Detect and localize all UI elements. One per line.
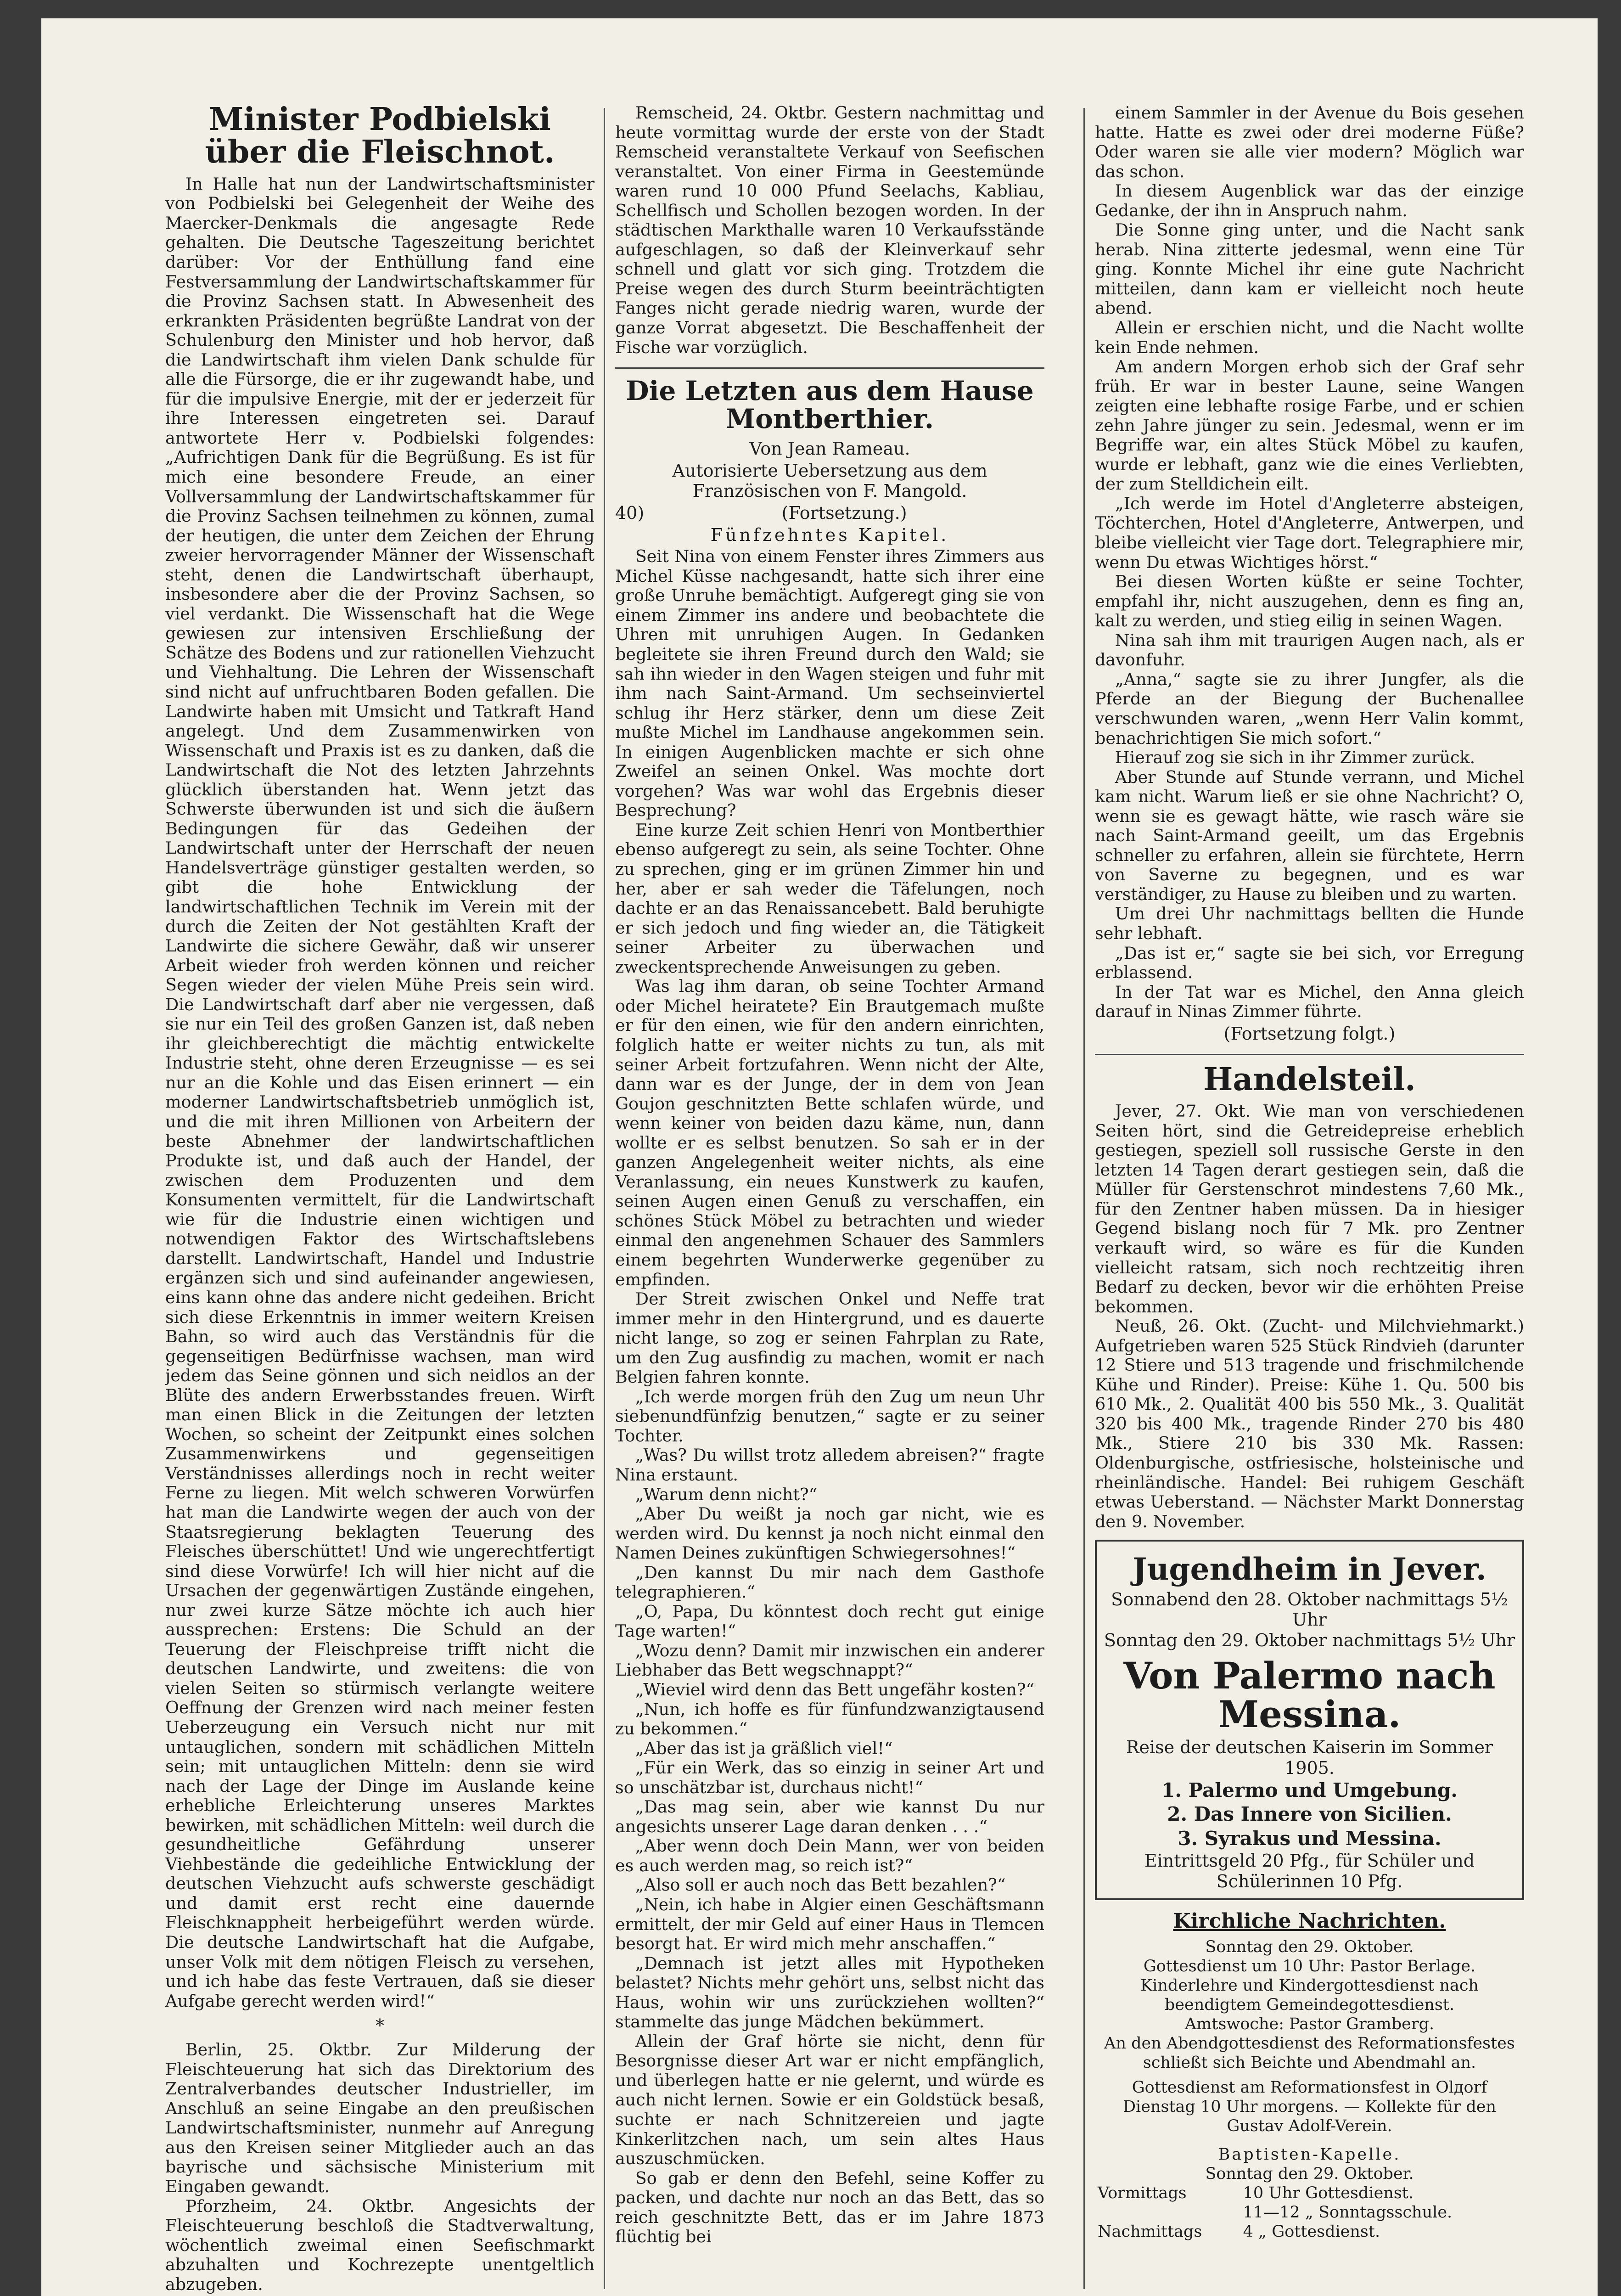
serial-paragraph: „Anna,“ sagte sie zu ihrer Jungfer, als die Pferde an der Biegung der Buchenallee verschwunden waren, „wenn Herr Valin kommt, benachrichtigen Sie mich sofort.“ [1095, 669, 1524, 748]
news-item-pforzheim: Pforzheim, 24. Oktbr. Angesichts der Fleischteuerung beschloß die Stadtverwaltung, wöchentlich zweimal einen Seefischmarkt abzuhalten und Kochrezepte unentgeltlich abzugeben. [165, 2196, 595, 2294]
serial-paragraph: „Warum denn nicht?“ [635, 1484, 818, 1504]
ad-item: 1. Palermo und Umgebung. [1161, 1778, 1458, 1801]
serial-title: Die Letzten aus dem Hause Montberthier. [626, 375, 1034, 434]
serial-paragraph: „Das mag sein, aber wie kannst Du nur angesichts unserer Lage daran denken . . .“ [615, 1797, 1044, 1836]
column-divider [604, 108, 605, 2289]
serial-paragraph: Aber Stunde auf Stunde verrann, und Michel kam nicht. Warum ließ er sie ohne Nachricht? O, wenn sie es gewagt hätte, wie rasch wäre sie nach Saint-Armand geeilt, um das Ergebnis schneller zu erfahren, allein sie fürchtete, Herrn von Saverne zu begegnen, und es war verständiger, zu Hause zu bleiben und zu warten. [1095, 767, 1524, 904]
continued-note: (Fortsetzung folgt.) [1223, 1023, 1396, 1044]
serial-paragraph: einem Sammler in der Avenue du Bois gesehen hatte. Hatte es zwei oder drei moderne Füße? Oder waren sie alle vier modern? Möglich war das schon. [1095, 103, 1524, 181]
serial-paragraph: „Aber das ist ja gräßlich viel!“ [635, 1738, 893, 1758]
serial-paragraph: Um drei Uhr nachmittags bellten die Hunde sehr lebhaft. [1095, 904, 1524, 943]
serial-translation-note: Autorisierte Uebersetzung aus dem Französischen von F. Mangold. [672, 460, 987, 501]
ad-date: Sonnabend den 28. Oktober nachmittags 5½ Uhr [1111, 1589, 1508, 1630]
schedule-event: 11—12 „ Sonntagsschule. [1243, 2203, 1453, 2222]
serial-paragraph: „Demnach ist jetzt alles mit Hypotheken belastet? Nichts mehr gehört uns, selbst nicht das Haus, wohin wir uns zurückziehen wollten?“ stammelte das junge Mädchen bekümmert. [615, 1953, 1044, 2032]
divider [1095, 1054, 1524, 1055]
article-headline: Minister Podbielski über die Fleischnot. [205, 103, 555, 171]
schedule-time: Nachmittags [1098, 2222, 1202, 2241]
ad-item: 3. Syrakus und Messina. [1178, 1827, 1442, 1850]
service-schedule [1095, 2183, 1524, 2241]
serial-paragraph: Nina sah ihm mit traurigen Augen nach, als er davonfuhr. [1095, 630, 1524, 670]
ad-subtitle: Reise der deutschen Kaiserin im Sommer 1905. [1126, 1737, 1493, 1778]
newspaper-page [41, 18, 1598, 2296]
divider [615, 367, 1044, 369]
serial-paragraph: „Aber Du weißt ja noch gar nicht, wie es werden wird. Du kennst ja noch nicht einmal den Namen Deines zukünftigen Schwiegersohnes!“ [615, 1504, 1044, 1563]
serial-paragraph: „Ich werde im Hotel d'Angleterre absteigen, Töchterchen, Hotel d'Angleterre, Antwerpen, und bleibe vielleicht vier Tage dort. Telegraphiere mir, wenn Du etwas Wichtiges hörst.“ [1095, 493, 1524, 572]
trade-item-jever: Jever, 27. Okt. Wie man von verschiedenen Seiten hört, sind die Getreidepreise erheblich gestiegen, speziell soll russische Gerste in den letzten 14 Tagen derart gestiegen sein, daß die Müller für Gerstenschrot mindestens 7,60 Mk., für den Zentner haben müssen. Da in hiesiger Gegend bislang noch für 7 Mk. pro Zentner verkauft wird, so wäre es für die Kunden vielleicht ratsam, sich noch rechtzeitig ihren Bedarf zu decken, bevor wir die erhöhten Preise bekommen. [1095, 1101, 1524, 1317]
column-left [165, 103, 595, 2294]
serial-paragraph: „Aber wenn doch Dein Mann, wer von beiden es auch werden mag, so reich ist?“ [615, 1836, 1044, 1875]
church-headline: Kirchliche Nachrichten. [1173, 1909, 1446, 1933]
serial-paragraph: So gab er denn den Befehl, seine Koffer zu packen, und dachte nur noch an das Bett, das so reich geschnitzte Bett, das er im Jahre 1873 flüchtig bei [615, 2168, 1044, 2247]
church-line: Gottesdienst am Reformationsfest in Olдorf Dienstag 10 Uhr morgens. — Kollekte für den Gustav Adolf-Verein. [1123, 2078, 1496, 2135]
serial-paragraph: Bei diesen Worten küßte er seine Tochter, empfahl ihr, nicht auszugehen, denn es fing an, kalt zu werden, und stieg eilig in seinen Wagen. [1095, 572, 1524, 631]
serial-paragraph: Was lag ihm daran, ob seine Tochter Armand oder Michel heiratete? Ein Brautgemach mußte er für den einen, wie für den andern einrichten, folglich hatte er weiter nichts zu tun, als mit seiner Arbeit fortzufahren. Wenn nicht der Alte, dann war es der Junge, der in dem von Jean Goujon geschnitzten Bette schlafen würde, und wenn keiner von beiden dazu käme, nun, dann wollte er es selbst benutzen. So sah er in der ganzen Angelegenheit weiter nichts, als eine Veranlassung, ein neues Kunstwerk zu kaufen, seinen Augen einen Genuß zu verschaffen, ein schönes Stück Möbel zu betrachten und wieder einmal den angenehmen Schauer des Sammlers einem begehrten Wunderwerke gegenüber zu empfinden. [615, 976, 1044, 1289]
serial-paragraph: Allein der Graf hörte sie nicht, denn für Besorgnisse dieser Art war er nicht empfänglich, und überlegen hatte er nie gelernt, und würde es auch nicht lernen. Sowie er ein Goldstück besaß, suchte er nach Schnitzereien und jagte Kinkerlitzchen nach, um sein altes Haus auszuschmücken. [615, 2031, 1044, 2169]
church-line: Gottesdienst um 10 Uhr: Pastor Berlage. [1143, 1957, 1476, 1975]
baptist-headline: Baptisten-Kapelle. [1218, 2145, 1401, 2164]
ad-title: Jugendheim in Jever. [1133, 1551, 1486, 1587]
section-separator: * [376, 2015, 384, 2036]
serial-paragraph: Seit Nina von einem Fenster ihres Zimmers aus Michel Küsse nachgesandt, hatte sich ihrer eine große Unruhe bemächtigt. Aufgeregt ging sie von einem Zimmer ins andere und beobachtete die Uhren mit unruhigen Augen. In Gedanken begleitete sie ihren Freund durch den Wald; sie sah ihn wieder in den Wagen steigen und fuhr mit ihm nach Saint-Armand. Um sechseinviertel schlug ihr Herz stärker, denn um diese Zeit mußte Michel im Landhause angekommen sein. In einigen Augenblicken machte er sich ohne Zweifel an seinen Onkel. Was mochte dort vorgehen? Was war wohl das Ergebnis dieser Besprechung? [615, 546, 1044, 821]
serial-paragraph: „Was? Du willst trotz alledem abreisen?“ fragte Nina erstaunt. [615, 1445, 1044, 1485]
serial-paragraph: Hierauf zog sie sich in ihr Zimmer zurück. [1115, 748, 1475, 768]
church-notices [1095, 1909, 1524, 2241]
column-right [1095, 103, 1524, 2294]
schedule-row [1095, 2222, 1524, 2241]
schedule-event: 4 „ Gottesdienst. [1243, 2222, 1380, 2241]
article-paragraph: In Halle hat nun der Landwirtschaftsminister von Podbielski bei Gelegenheit der Weihe des Maercker-Denkmals die angesagte Rede gehalten. Die Deutsche Tageszeitung berichtet darüber: Vor der Enthüllung fand eine Festversammlung der Landwirtschaftskammer für die Provinz Sachsen statt. In Abwesenheit des erkrankten Präsidenten begrüßte Landrat von der Schulenburg den Minister und hob hervor, daß die Landwirtschaft ihm vielen Dank schulde für alle die Fürsorge, die er ihr zugewandt habe, und für die impulsive Energie, mit der er jederzeit für ihre Interessen eingetreten sei. Darauf antwortete Herr v. Podbielski folgendes: „Aufrichtigen Dank für die Begrüßung. Es ist für mich eine besondere Freude, an einer Vollversammlung der Landwirtschaftskammer für die Provinz Sachsen teilnehmen zu können, zumal der heutigen, die unter dem Zeichen der Ehrung zweier hervorragender Männer der Wissenschaft steht, denen die Landwirtschaft überhaupt, insbesondere aber die der Provinz Sachsen, so viel verdankt. Die Wissenschaft hat die Wege gewiesen zur intensiven Erschließung der Schätze des Bodens und zur rationellen Viehzucht und Viehhaltung. Die Lehren der Wissenschaft sind nicht auf unfruchtbaren Boden gefallen. Die Landwirte haben mit Umsicht und Tatkraft Hand angelegt. Und dem Zusammenwirken von Wissenschaft und Praxis ist es zu danken, daß die Landwirtschaft die Not des letzten Jahrzehnts glücklich überstanden hat. Wenn jetzt das Schwerste überwunden ist und sich die äußern Bedingungen für das Gedeihen der Landwirtschaft unter der Herrschaft der neuen Handelsverträge günstiger gestalten werden, so gibt die hohe Entwicklung der landwirtschaftlichen Technik im Verein mit der durch die Zeiten der Not gestählten Kraft der Landwirte die sichere Gewähr, daß wir unserer Arbeit wieder froh werden können und reicher Segen wieder der vielen Mühe Preis sein wird. Die Landwirtschaft darf aber nie vergessen, daß sie nur ein Teil des großen Ganzen ist, daß neben ihr gleichberechtigt die mächtig entwickelte Industrie steht, ohne deren Erzeugnisse — es sei nur an die Kohle und das Eisen erinnert — ein moderner Landwirtschaftsbetrieb unmöglich ist, und die mit ihren Millionen von Arbeitern der beste Abnehmer der landwirtschaftlichen Produkte ist, und daß auch der Handel, der zwischen dem Produzenten und dem Konsumenten vermittelt, für die Landwirtschaft wie für die Industrie einen wichtigen und notwendigen Faktor des Wirtschaftslebens darstellt. Landwirtschaft, Handel und Industrie ergänzen sich und sind aufeinander angewiesen, eins kann ohne das andere nicht gedeihen. Bricht sich diese Erkenntnis in immer weitern Kreisen Bahn, so wird auch das Verständnis für die gegenseitigen Bedürfnisse wachsen, man wird jedem das Seine gönnen und sich neidlos an der Blüte des andern Erwerbsstandes freuen. Wirft man einen Blick in die Zeitungen der letzten Wochen, so scheint der Zeitpunkt eines solchen Zusammenwirkens und gegenseitigen Verständnisses allerdings noch in recht weiter Ferne zu liegen. Mit welch schweren Vorwürfen hat man die Landwirte wegen der auch von der Staatsregierung beklagten Teuerung des Fleisches überschüttet! Und wie ungerechtfertigt sind diese Vorwürfe! Ich will hier nicht auf die Ursachen der gegenwärtigen Zustände eingehen, nur zwei kurze Sätze möchte ich auch hier aussprechen: Erstens: Die Schuld an der Teuerung der Fleischpreise trifft nicht die deutschen Landwirte, und zweitens: die von vielen Seiten so stürmisch verlangte weitere Oeffnung der Grenzen wird nach meiner festen Ueberzeugung ein Versuch nicht nur mit untauglichen, sondern mit schädlichen Mitteln sein; mit untauglichen Mitteln: denn sie wird nach der Lage der Dinge im Auslande keine erhebliche Erleichterung unseres Marktes bewirken, mit schädlichen Mitteln: weil durch die gesundheitliche Gefährdung unserer Viehbestände die gedeihliche Entwicklung der deutschen Viehzucht aufs schwerste geschädigt und damit erst recht eine dauernde Fleischknappheit herbeigeführt werden würde. Die deutsche Landwirtschaft hat die Aufgabe, unser Volk mit dem nötigen Fleisch zu versehen, und ich habe das feste Vertrauen, daß sie dieser Aufgabe gerecht werden wird!“ [165, 174, 595, 2011]
serial-paragraph: „Ich werde morgen früh den Zug um neun Uhr siebenundfünfzig benutzen,“ sagte er zu seiner Tochter. [615, 1386, 1044, 1446]
schedule-time [1095, 2203, 1240, 2222]
serial-paragraph: „Nun, ich hoffe es für fünfundzwanzigtausend zu bekommen.“ [615, 1699, 1044, 1739]
serial-paragraph: „Wozu denn? Damit mir inzwischen ein anderer Liebhaber das Bett wegschnappt?“ [615, 1640, 1044, 1680]
serial-paragraph: Die Sonne ging unter, und die Nacht sank herab. Nina zitterte jedesmal, wenn eine Tür ging. Konnte Michel ihr eine gute Nachricht mitteilen, dann kam er vielleicht noch heute abend. [1095, 220, 1524, 318]
serial-paragraph: Eine kurze Zeit schien Henri von Montberthier ebenso aufgeregt zu sein, als seine Tochter. Ohne zu sprechen, ging er im grünen Zimmer hin und her, aber er sah weder die Täfelungen, noch dachte er an das Renaissancebett. Bald beruhigte er sich jedoch und fing wieder an, die Tätigkeit seiner Arbeiter zu überwachen und zweckentsprechende Anweisungen zu geben. [615, 820, 1044, 977]
column-middle [615, 103, 1044, 2294]
trade-item-neuss: Neuß, 26. Okt. (Zucht- und Milchviehmarkt.) Aufgetrieben waren 525 Stück Rindvieh (darunter 12 Stiere und 513 tragende und frischmilchende Kühe und Rinder). Preise: Kühe 1. Qu. 500 bis 610 Mk., 2. Qualität 400 bis 550 Mk., 3. Qualität 320 bis 400 Mk., tragende Rinder 270 bis 480 Mk., Stiere 210 bis 330 Mk. Rassen: Oldenburgische, ostfriesische, holsteinische und rheinländische. Handel: Bei ruhigem Geschäft etwas Ueberstand. — Nächster Markt Donnerstag den 9. November. [1095, 1316, 1524, 1531]
ad-lecture-title: Von Palermo nach Messina. [1123, 1654, 1496, 1736]
serial-paragraph: „Nein, ich habe in Algier einen Geschäftsmann ermittelt, der mir Geld auf einer Haus in Tlemcen besorgt hat. Er wird mich mehr anschaffen.“ [615, 1895, 1044, 1954]
serial-paragraph: In diesem Augenblick war das der einzige Gedanke, der ihn in Anspruch nahm. [1095, 181, 1524, 220]
news-item-remscheid: Remscheid, 24. Oktbr. Gestern nachmittag und heute vormittag wurde der erste von der Stadt Remscheid veranstaltete Verkauf von Seefischen veranstaltet. Von einer Firma in Geestemünde waren rund 10 000 Pfund Seelachs, Kabliau, Schellfisch und Schollen bezogen worden. In der städtischen Markthalle waren 10 Verkaufsstände aufgeschlagen, so daß der Kleinverkauf sehr schnell und glatt vor sich ging. Trotzdem die Preise wegen des durch Sturm beeinträchtigten Fanges nicht gerade niedrig waren, wurde der ganze Vorrat abgesetzt. Die Beschaffenheit der Fische war vorzüglich. [615, 103, 1044, 357]
ad-date: Sonntag den 29. Oktober nachmittags 5½ Uhr [1104, 1630, 1515, 1651]
schedule-row [1095, 2203, 1524, 2222]
schedule-event: 10 Uhr Gottesdienst. [1243, 2183, 1413, 2202]
serial-paragraph: „Also soll er auch noch das Bett bezahlen?“ [635, 1875, 1006, 1895]
church-line: Kinderlehre und Kindergottesdienst nach beendigtem Gemeindegottesdienst. [1140, 1976, 1479, 2014]
serial-paragraph: In der Tat war es Michel, den Anna gleich darauf in Ninas Zimmer führte. [1095, 982, 1524, 1022]
church-line: An den Abendgottesdienst des Reformationsfestes schließt sich Beichte und Abendmahl an. [1104, 2034, 1515, 2072]
serial-paragraph: Am andern Morgen erhob sich der Graf sehr früh. Er war in bester Laune, seine Wangen zeigten eine lebhafte rosige Farbe, und er schien zehn Jahre jünger zu sein. Jedesmal, wenn er im Begriffe war, ein altes Stück Möbel zu kaufen, wurde er lebhaft, ganz wie die eines Verliebten, der zum Stelldichein eilt. [1095, 357, 1524, 494]
serial-paragraph: Allein er erschien nicht, und die Nacht wollte kein Ende nehmen. [1095, 318, 1524, 357]
baptist-date: Sonntag den 29. Oktober. [1205, 2164, 1414, 2183]
serial-author: Von Jean Rameau. [749, 438, 910, 459]
ad-item: 2. Das Innere von Sicilien. [1167, 1803, 1452, 1826]
ad-fee: Eintrittsgeld 20 Pfg., für Schüler und Schülerinnen 10 Pfg. [1144, 1851, 1475, 1891]
trade-section-headline: Handelsteil. [1203, 1061, 1416, 1098]
serial-paragraph: „Wieviel wird denn das Bett ungefähr kosten?“ [635, 1680, 1035, 1699]
serial-paragraph: Der Streit zwischen Onkel und Neffe trat immer mehr in den Hintergrund, und es dauerte nicht lange, so zog er seinen Fahrplan zu Rate, um den Zug ausfindig zu machen, womit er nach Belgien fahren konnte. [615, 1289, 1044, 1387]
news-item-berlin: Berlin, 25. Oktbr. Zur Milderung der Fleischteuerung hat sich das Direktorium des Zentralverbandes deutscher Industrieller, im Anschluß an seine Eingabe an den preußischen Landwirtschaftsminister, nunmehr auf Anregung aus den Kreisen seiner Mitglieder auch an das bayrische und sächsische Ministerium mit Eingaben gewandt. [165, 2040, 595, 2197]
serial-paragraph: „Das ist er,“ sagte sie bei sich, vor Erregung erblassend. [1095, 943, 1524, 983]
serial-paragraph: „Den kannst Du mir nach dem Gasthofe telegraphieren.“ [615, 1562, 1044, 1602]
church-line: Sonntag den 29. Oktober. [1205, 1937, 1414, 1956]
advertisement-jugendheim [1095, 1540, 1524, 1900]
episode-number: 40) [615, 503, 645, 523]
schedule-row [1095, 2183, 1524, 2203]
serial-paragraph: „Für ein Werk, das so einzig in seiner Art und so unschätzbar ist, durchaus nicht!“ [615, 1758, 1044, 1797]
chapter-heading: Fünfzehntes Kapitel. [710, 525, 949, 546]
serial-continuation: 40) (Fortsetzung.) [615, 503, 907, 523]
church-line: Amtswoche: Pastor Gramberg. [1184, 2015, 1435, 2033]
serial-paragraph: „O, Papa, Du könntest doch recht gut einige Tage warten!“ [615, 1601, 1044, 1641]
schedule-time: Vormittags [1098, 2183, 1187, 2202]
column-divider [1083, 108, 1085, 2289]
